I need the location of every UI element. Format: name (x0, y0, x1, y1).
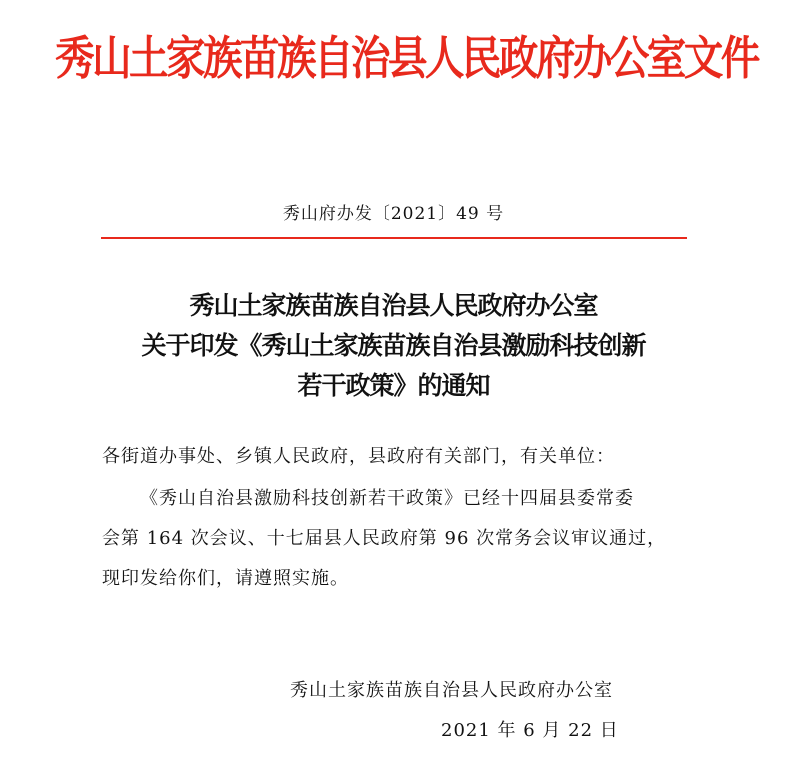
masthead-title: 秀山土家族苗族自治县人民政府办公室文件 (55, 31, 758, 85)
title-line-3: 若干政策》的通知 (297, 371, 490, 400)
title-line-1: 秀山土家族苗族自治县人民政府办公室 (189, 291, 598, 320)
paragraph-line-2: 会第 164 次会议、十七届县人民政府第 96 次常务会议审议通过， (102, 528, 667, 549)
notice-title (0, 286, 787, 406)
salutation: 各街道办事处、乡镇人民政府，县政府有关部门，有关单位： (102, 446, 615, 467)
issuer-signoff: 秀山土家族苗族自治县人民政府办公室 (290, 680, 613, 701)
issue-date: 2021 年 6 月 22 日 (441, 720, 619, 741)
red-divider (101, 237, 687, 239)
document-number: 秀山府办发〔2021〕49 号 (282, 204, 505, 224)
title-line-2: 关于印发《秀山土家族苗族自治县激励科技创新 (141, 331, 646, 360)
paragraph-line-1: 《秀山自治县激励科技创新若干政策》已经十四届县委常委 (140, 488, 634, 509)
paragraph-line-3: 现印发给你们，请遵照实施。 (102, 568, 349, 589)
